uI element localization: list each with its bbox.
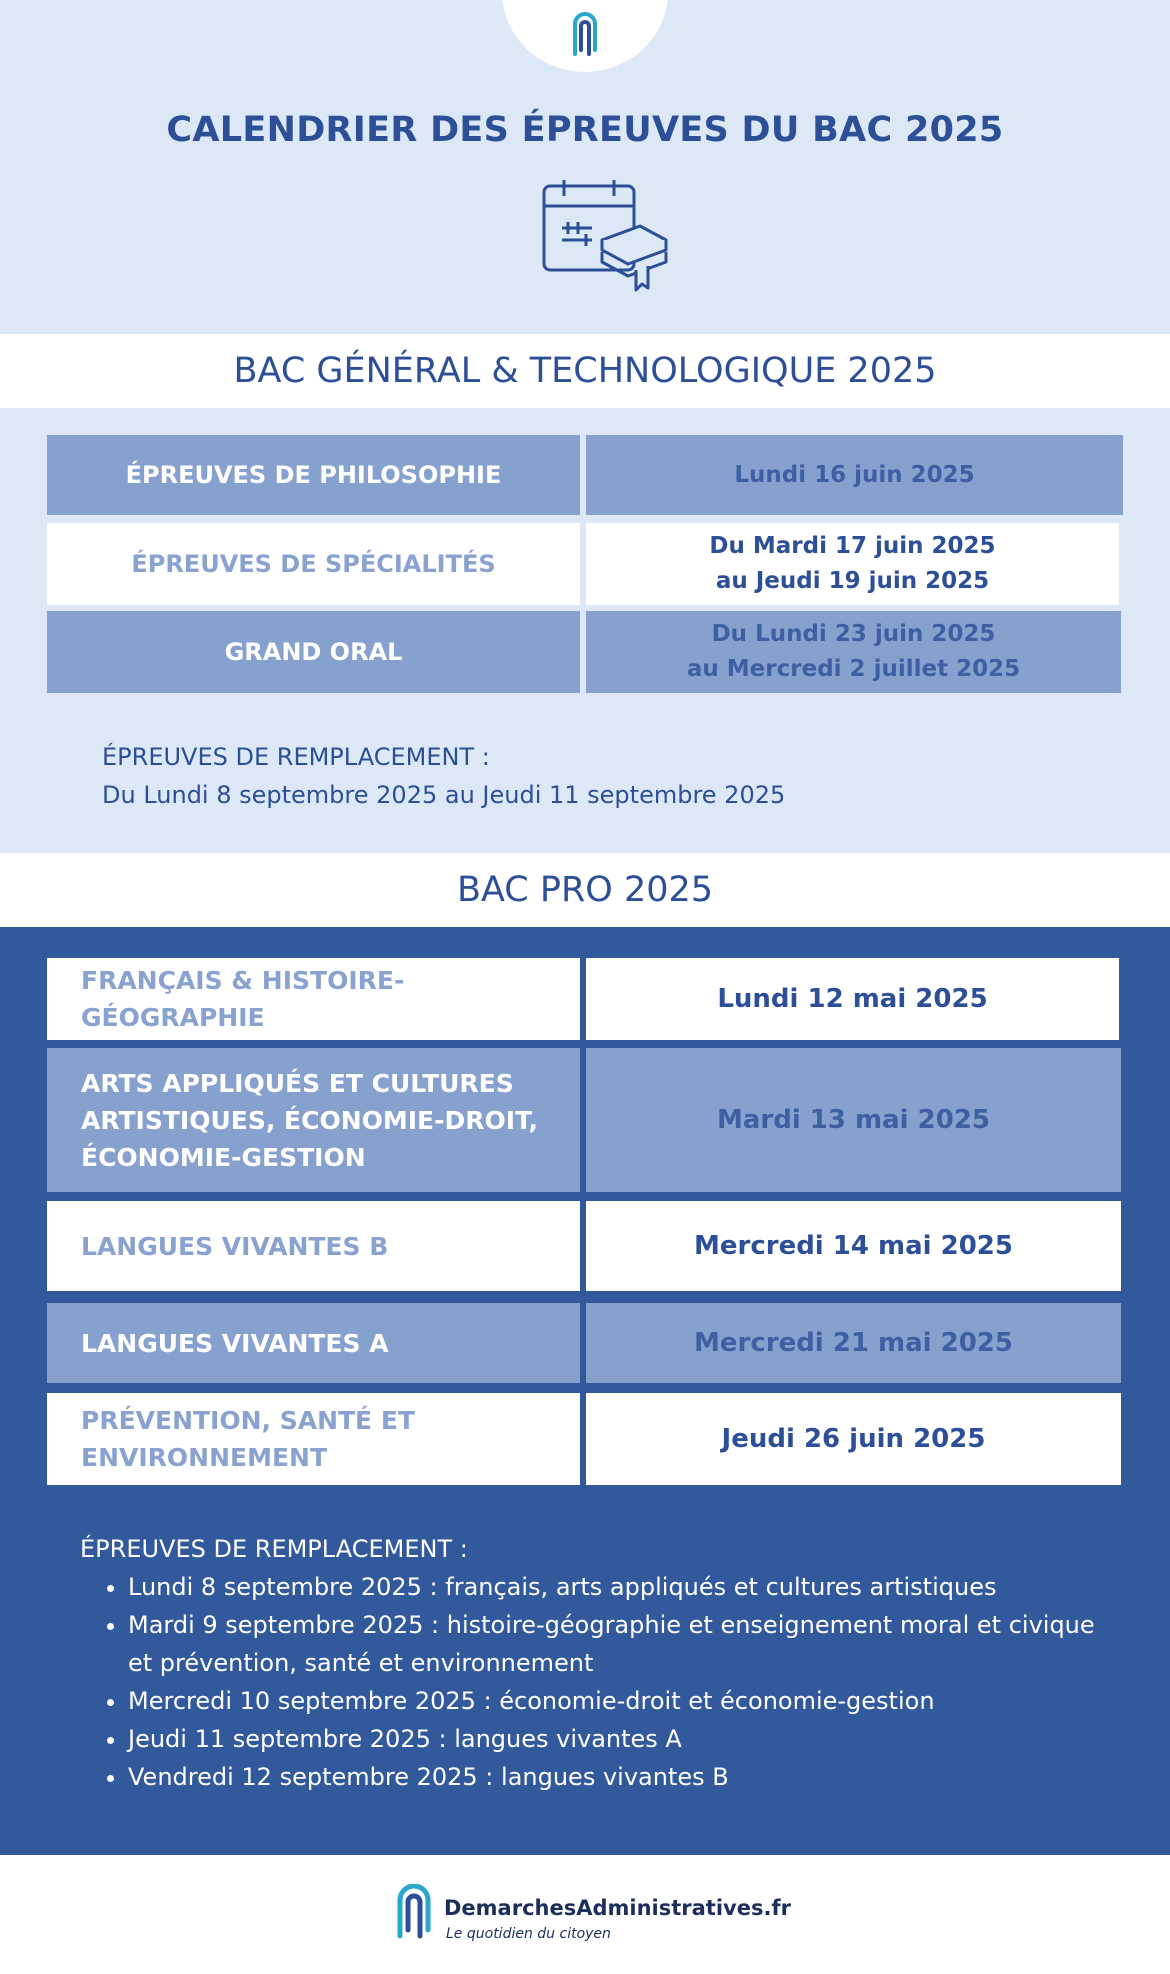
table-row-label: GRAND ORAL [47, 611, 580, 693]
bac-pro-replacement [80, 1530, 1120, 1796]
paperclip-logo-icon [567, 10, 603, 62]
bac-pro-title: BAC PRO 2025 [0, 853, 1170, 927]
table-row-date: Mercredi 21 mai 2025 [586, 1303, 1121, 1383]
table-row-date: Du Lundi 23 juin 2025 au Mercredi 2 juillet 2025 [586, 611, 1121, 693]
list-item: • Mercredi 10 septembre 2025 : économie-droit et économie-gestion [128, 1682, 1120, 1720]
table-row-date: Mardi 13 mai 2025 [586, 1048, 1121, 1192]
bac-general-replacement [102, 738, 785, 814]
table-row-label: FRANÇAIS & HISTOIRE-GÉOGRAPHIE [47, 958, 580, 1040]
table-row-date: Lundi 12 mai 2025 [586, 958, 1119, 1040]
table-row-label: ÉPREUVES DE SPÉCIALITÉS [47, 523, 580, 605]
calendar-books-icon [540, 178, 670, 298]
table-row-label: LANGUES VIVANTES A [47, 1303, 580, 1383]
page-title: CALENDRIER DES ÉPREUVES DU BAC 2025 [166, 110, 1004, 150]
brand-name: DemarchesAdministratives.fr [444, 1896, 791, 1920]
replacement-text: Du Lundi 8 septembre 2025 au Jeudi 11 septembre 2025 [102, 781, 786, 809]
table-row-label: PRÉVENTION, SANTÉ ET ENVIRONNEMENT [47, 1393, 580, 1485]
table-row-date: Lundi 16 juin 2025 [586, 435, 1123, 515]
paperclip-logo-icon [392, 1884, 436, 1944]
header-section [0, 0, 1170, 334]
table-row-label: LANGUES VIVANTES B [47, 1201, 580, 1291]
brand-tagline: Le quotidien du citoyen [446, 1926, 611, 1942]
table-row-date: Mercredi 14 mai 2025 [586, 1201, 1121, 1291]
list-item: • Jeudi 11 septembre 2025 : langues vivantes A [128, 1720, 1120, 1758]
table-row-label: ÉPREUVES DE PHILOSOPHIE [47, 435, 580, 515]
replacement-title: ÉPREUVES DE REMPLACEMENT : [80, 1535, 468, 1563]
table-row-label: ARTS APPLIQUÉS ET CULTURES ARTISTIQUES, ÉCONOMIE-DROIT, ÉCONOMIE-GESTION [47, 1048, 580, 1192]
logo-badge [502, 0, 668, 72]
list-item: • Vendredi 12 septembre 2025 : langues vivantes B [128, 1758, 1120, 1796]
list-item: • Mardi 9 septembre 2025 : histoire-géographie et enseignement moral et civique et prévention, santé et environnement [128, 1606, 1120, 1682]
replacement-list [128, 1568, 1120, 1796]
bac-general-title: BAC GÉNÉRAL & TECHNOLOGIQUE 2025 [0, 334, 1170, 408]
table-row-date: Jeudi 26 juin 2025 [586, 1393, 1121, 1485]
table-row-date: Du Mardi 17 juin 2025 au Jeudi 19 juin 2025 [586, 523, 1119, 605]
list-item: • Lundi 8 septembre 2025 : français, arts appliqués et cultures artistiques [128, 1568, 1120, 1606]
replacement-title: ÉPREUVES DE REMPLACEMENT : [102, 743, 490, 771]
